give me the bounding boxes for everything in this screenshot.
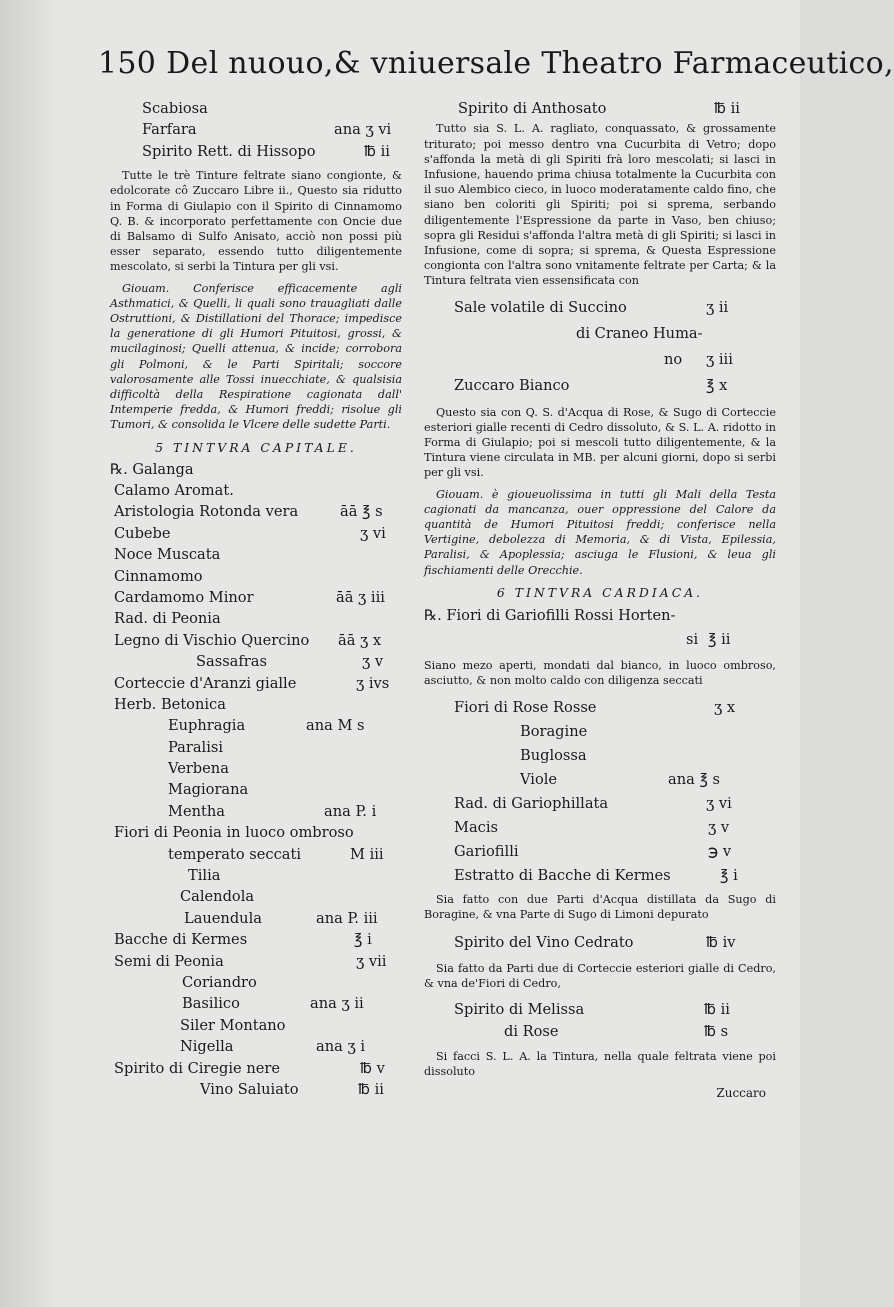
ingredient-name: di Rose bbox=[504, 1023, 559, 1041]
ingredient-line bbox=[142, 141, 402, 162]
ingredient-name: Spirito di Melissa bbox=[454, 1001, 585, 1019]
ingredient-name: Cinnamomo bbox=[114, 567, 203, 585]
ingredient-name: Viole bbox=[520, 771, 558, 789]
ingredient-quantity: ℈ v bbox=[708, 843, 732, 861]
ingredient-name: Lauendula bbox=[184, 909, 262, 927]
ingredient-quantity: ℔ ii bbox=[714, 100, 740, 117]
recipe-line bbox=[110, 779, 402, 800]
recipe-line bbox=[110, 758, 402, 779]
recipe-line bbox=[110, 501, 402, 522]
recipe-line bbox=[110, 630, 402, 651]
preparation-paragraph: Si facci S. L. A. la Tintura, nella quale feltrata viene poi dissoluto bbox=[424, 1050, 776, 1079]
recipe-line bbox=[110, 929, 402, 950]
section-heading: 6 TINTVRA CARDIACA. bbox=[496, 584, 704, 600]
running-title: Del nuouo,& vniuersale Theatro Farmaceutico, bbox=[166, 46, 894, 81]
recipe-line bbox=[110, 844, 402, 865]
recipe-line bbox=[424, 792, 776, 816]
recipe-line bbox=[424, 816, 776, 840]
ingredient-line bbox=[458, 98, 776, 119]
ingredient-quantity: ana ʒ ii bbox=[310, 995, 364, 1013]
ingredient-quantity: ana ℥ s bbox=[668, 771, 720, 789]
ingredient-quantity: ana P. iii bbox=[316, 909, 378, 927]
recipe-line bbox=[110, 951, 402, 972]
ingredient-line bbox=[142, 98, 402, 119]
ingredient-name: Verbena bbox=[168, 760, 229, 778]
recipe-line bbox=[110, 587, 402, 608]
ingredient-name: Fiori di Peonia in luoco ombroso bbox=[114, 824, 354, 842]
ingredient-name: Mentha bbox=[168, 802, 225, 820]
ingredient-quantity: āā ℥ s bbox=[340, 503, 383, 521]
recipe-line bbox=[110, 822, 402, 843]
preparation-paragraph: Tutte le trè Tinture feltrate siano congionte, & edolcorate cô Zuccaro Libre ii., Questo sia ridutto in Forma di Giulapio con il Spirito di Cinnamomo Q. B. & incorporato perfettamente con Oncie due di Balsamo di Sulfo Anisato, acciò non possi più esser separato, essendo tutto diligentemente mescolato, si serbi la Tintura per gli vsi. bbox=[110, 169, 402, 274]
ingredient-name: Cubebe bbox=[114, 524, 171, 542]
recipe-line bbox=[424, 864, 776, 888]
recipe-line bbox=[110, 694, 402, 715]
ingredient-quantity: ana M s bbox=[306, 717, 365, 735]
ingredient-quantity: ℥ x bbox=[706, 376, 728, 394]
virtues-paragraph: Giouam. è gioueuolissima in tutti gli Mali della Testa cagionati da mancanza, ouer oppressione del Calore da quantità de Humori Pituitosi freddi; conferisce nella Vertigine, debolezza di Memoria, & di Vista, Epilessia, Paralisi, & Apoplessia; asciuga le Flusioni, & leua gli fischiamenti delle Orecchie. bbox=[424, 487, 776, 577]
ingredient-name: Spirito di Ciregie nere bbox=[114, 1059, 280, 1077]
ingredient-name: Euphragia bbox=[168, 717, 246, 735]
ingredient-name: Paralisi bbox=[168, 738, 224, 756]
ingredient-quantity: ʒ iii bbox=[706, 350, 733, 368]
recipe-line bbox=[110, 608, 402, 629]
ingredient-name: Zuccaro Bianco bbox=[454, 376, 570, 394]
recipe-line bbox=[110, 523, 402, 544]
recipe-line bbox=[424, 768, 776, 792]
recipe-line bbox=[110, 886, 402, 907]
ingredient-name: Siler Montano bbox=[180, 1016, 286, 1034]
recipe-line bbox=[110, 566, 402, 587]
ingredient-quantity: ℔ ii bbox=[364, 142, 390, 160]
ingredient-line bbox=[424, 347, 776, 373]
recipe-line bbox=[424, 628, 776, 652]
ingredient-quantity: āā ʒ iii bbox=[336, 588, 385, 606]
ingredient-line bbox=[424, 321, 776, 347]
ingredient-name: Macis bbox=[454, 819, 498, 837]
recipe-line bbox=[110, 673, 402, 694]
ingredient-quantity: ℔ s bbox=[704, 1023, 729, 1041]
ingredient-quantity: ℔ ii bbox=[358, 1080, 384, 1098]
ingredient-name: ℞. Fiori di Gariofilli Rossi Horten- bbox=[424, 606, 676, 624]
ingredient-name: Cardamomo Minor bbox=[114, 588, 254, 606]
ingredient-line bbox=[424, 999, 776, 1021]
recipe-line bbox=[110, 865, 402, 886]
ingredient-name: Spirito del Vino Cedrato bbox=[454, 933, 634, 951]
section-heading: 5 TINTVRA CAPITALE. bbox=[155, 439, 357, 455]
ingredient-name: Fiori di Rose Rosse bbox=[454, 699, 597, 717]
preparation-paragraph: Sia fatto da Parti due di Corteccie esteriori gialle di Cedro, & vna de'Fiori di Cedro, bbox=[424, 961, 776, 990]
ingredient-quantity: ana ʒ i bbox=[316, 1038, 365, 1056]
recipe-line bbox=[110, 908, 402, 929]
recipe-line bbox=[110, 993, 402, 1014]
recipe-line bbox=[110, 544, 402, 565]
preparation-paragraph: Questo sia con Q. S. d'Acqua di Rose, & Sugo di Corteccie esteriori gialle recenti di Cedro dissoluto, & S. L. A. ridotto in Forma di Giulapio; poi si mescoli tutto diligentemente, & la Tintura viene circulata in MB. per alcuni giorni, dopo si serbi per gli vsi. bbox=[424, 405, 776, 480]
ingredient-quantity: ʒ vi bbox=[706, 795, 732, 813]
ingredient-name: Magiorana bbox=[168, 781, 249, 799]
ingredient-quantity: ℔ ii bbox=[704, 1001, 730, 1019]
virtues-paragraph: Giouam. Conferisce efficacemente agli Asthmatici, & Quelli, li quali sono trauagliati dalle Ostruttioni, & Distillationi del Thorace; impedisce la generatione di gli Humori Pituitosi, grossi, & mucilaginosi; Quelli attenua, & incide; corrobora gli Polmoni, & le Parti Spiritali; soccore valorosamente alle Tossi inuecchiate, & qualsisia difficoltà della Respiratione cagionata dall' Intemperie fredda, & Humori freddi; risolue gli Tumori, & consolida le Vlcere delle sudette Parti. bbox=[110, 281, 402, 432]
ingredient-name: Rad. di Gariophillata bbox=[454, 795, 609, 813]
preparation-paragraph: Siano mezo aperti, mondati dal bianco, in luoco ombroso, asciutto, & non molto caldo con diligenza seccati bbox=[424, 658, 776, 688]
recipe-line bbox=[424, 604, 776, 628]
ingredient-quantity: ana ʒ vi bbox=[334, 121, 392, 139]
recipe-line bbox=[424, 720, 776, 744]
ingredient-name: Nigella bbox=[180, 1038, 234, 1056]
ingredient-name: no bbox=[664, 350, 683, 368]
ingredient-quantity: ʒ vii bbox=[356, 952, 387, 970]
ingredient-name: temperato seccati bbox=[168, 845, 301, 863]
ingredient-name: Boragine bbox=[520, 723, 588, 741]
recipe-line bbox=[110, 1079, 402, 1100]
ingredient-name: Scabiosa bbox=[142, 100, 208, 117]
ingredient-name: Legno di Vischio Quercino bbox=[114, 631, 310, 649]
ingredient-line bbox=[424, 295, 776, 321]
ingredient-line bbox=[142, 119, 402, 140]
ingredient-name: Coriandro bbox=[182, 974, 257, 991]
ingredient-name: Semi di Peonia bbox=[114, 952, 224, 970]
ingredient-name: Basilico bbox=[182, 995, 240, 1013]
ingredient-quantity: ʒ v bbox=[708, 819, 730, 837]
ingredient-quantity: āā ʒ x bbox=[338, 631, 382, 649]
recipe-line bbox=[110, 651, 402, 672]
ingredient-quantity: ℔ iv bbox=[706, 933, 736, 951]
ingredient-name: Sale volatile di Succino bbox=[454, 298, 627, 316]
preparation-paragraph: Tutto sia S. L. A. ragliato, conquassato, & grossamente triturato; poi messo dentro vna Cucurbita di Vetro; dopo s'affonda la metà di gli Spiriti frà loro mescolati; si lasci in Infusione, hauendo prima chiusa totalmente la Cucurbita con il suo Alembico cieco, in luoco moderatamente caldo fino, che siano ben coloriti gli Spiriti; poi si sprema, serbando diligentemente l'Espressione da parte in Vaso, ben chiuso; sopra gli Residui s'affonda l'altra metà di gli Spiriti; si lasci in Infusione, come di sopra; si sprema, & Questa Espressione congionta con l'altra sono vnitamente feltrate per Carta; & la Tintura feltrata vien essensificata con bbox=[424, 122, 776, 288]
recipe-line bbox=[110, 1036, 402, 1057]
ingredient-name: Spirito Rett. di Hissopo bbox=[142, 142, 316, 160]
ingredient-quantity: ℥ i bbox=[354, 931, 372, 949]
ingredient-quantity: M iii bbox=[350, 845, 384, 863]
ingredient-name: Tilia bbox=[188, 867, 221, 885]
ingredient-quantity: ʒ v bbox=[362, 653, 384, 671]
recipe-line bbox=[110, 1015, 402, 1036]
catchword: Zuccaro bbox=[716, 1086, 766, 1101]
recipe-line bbox=[110, 480, 402, 501]
ingredient-quantity: ℔ v bbox=[360, 1059, 385, 1077]
ingredient-name: Aristologia Rotonda vera bbox=[114, 503, 299, 521]
ingredient-quantity: ʒ ivs bbox=[356, 674, 390, 692]
ingredient-name: di Craneo Huma- bbox=[576, 324, 703, 342]
ingredient-line bbox=[424, 931, 776, 955]
recipe-line bbox=[110, 1058, 402, 1079]
ingredient-name: Gariofilli bbox=[454, 843, 519, 861]
ingredient-quantity: ʒ x bbox=[714, 699, 736, 717]
ingredient-quantity: ana P. i bbox=[324, 802, 377, 820]
recipe-line bbox=[110, 972, 402, 993]
ingredient-name: Calendola bbox=[180, 888, 255, 906]
ingredient-quantity: ʒ ii bbox=[706, 298, 729, 316]
recipe-line bbox=[424, 696, 776, 720]
ingredient-name: Corteccie d'Aranzi gialle bbox=[114, 674, 297, 692]
page-header bbox=[98, 46, 894, 90]
ingredient-name: Vino Saluiato bbox=[200, 1080, 299, 1098]
ingredient-name: Farfara bbox=[142, 121, 197, 139]
recipe-line bbox=[110, 801, 402, 822]
recipe-line bbox=[110, 715, 402, 736]
ingredient-name: Spirito di Anthosato bbox=[458, 100, 607, 117]
ingredient-name: Herb. Betonica bbox=[114, 695, 226, 713]
ingredient-name: ℞. Galanga bbox=[110, 460, 194, 478]
ingredient-name: Bacche di Kermes bbox=[114, 931, 248, 949]
ingredient-quantity: ʒ vi bbox=[360, 524, 386, 542]
recipe-line bbox=[110, 737, 402, 758]
left-column bbox=[110, 98, 402, 1100]
ingredient-quantity: ℥ ii bbox=[708, 630, 731, 648]
right-column bbox=[424, 98, 776, 1101]
recipe-line bbox=[424, 840, 776, 864]
ingredient-line bbox=[424, 1021, 776, 1043]
preparation-paragraph: Sia fatto con due Parti d'Acqua distillata da Sugo di Boragine, & vna Parte di Sugo di Limoni depurato bbox=[424, 893, 776, 922]
ingredient-name: Buglossa bbox=[520, 747, 587, 765]
recipe-line bbox=[424, 744, 776, 768]
ingredient-quantity: ℥ i bbox=[720, 867, 738, 885]
ingredient-name: Sassafras bbox=[196, 653, 267, 671]
ingredient-name: Calamo Aromat. bbox=[114, 482, 234, 500]
ingredient-name: Estratto di Bacche di Kermes bbox=[454, 867, 671, 885]
ingredient-name: si bbox=[686, 630, 699, 648]
ingredient-name: Rad. di Peonia bbox=[114, 610, 221, 628]
ingredient-name: Noce Muscata bbox=[114, 546, 221, 564]
recipe-line bbox=[110, 459, 402, 480]
page-number: 150 bbox=[98, 46, 157, 81]
ingredient-line bbox=[424, 373, 776, 399]
